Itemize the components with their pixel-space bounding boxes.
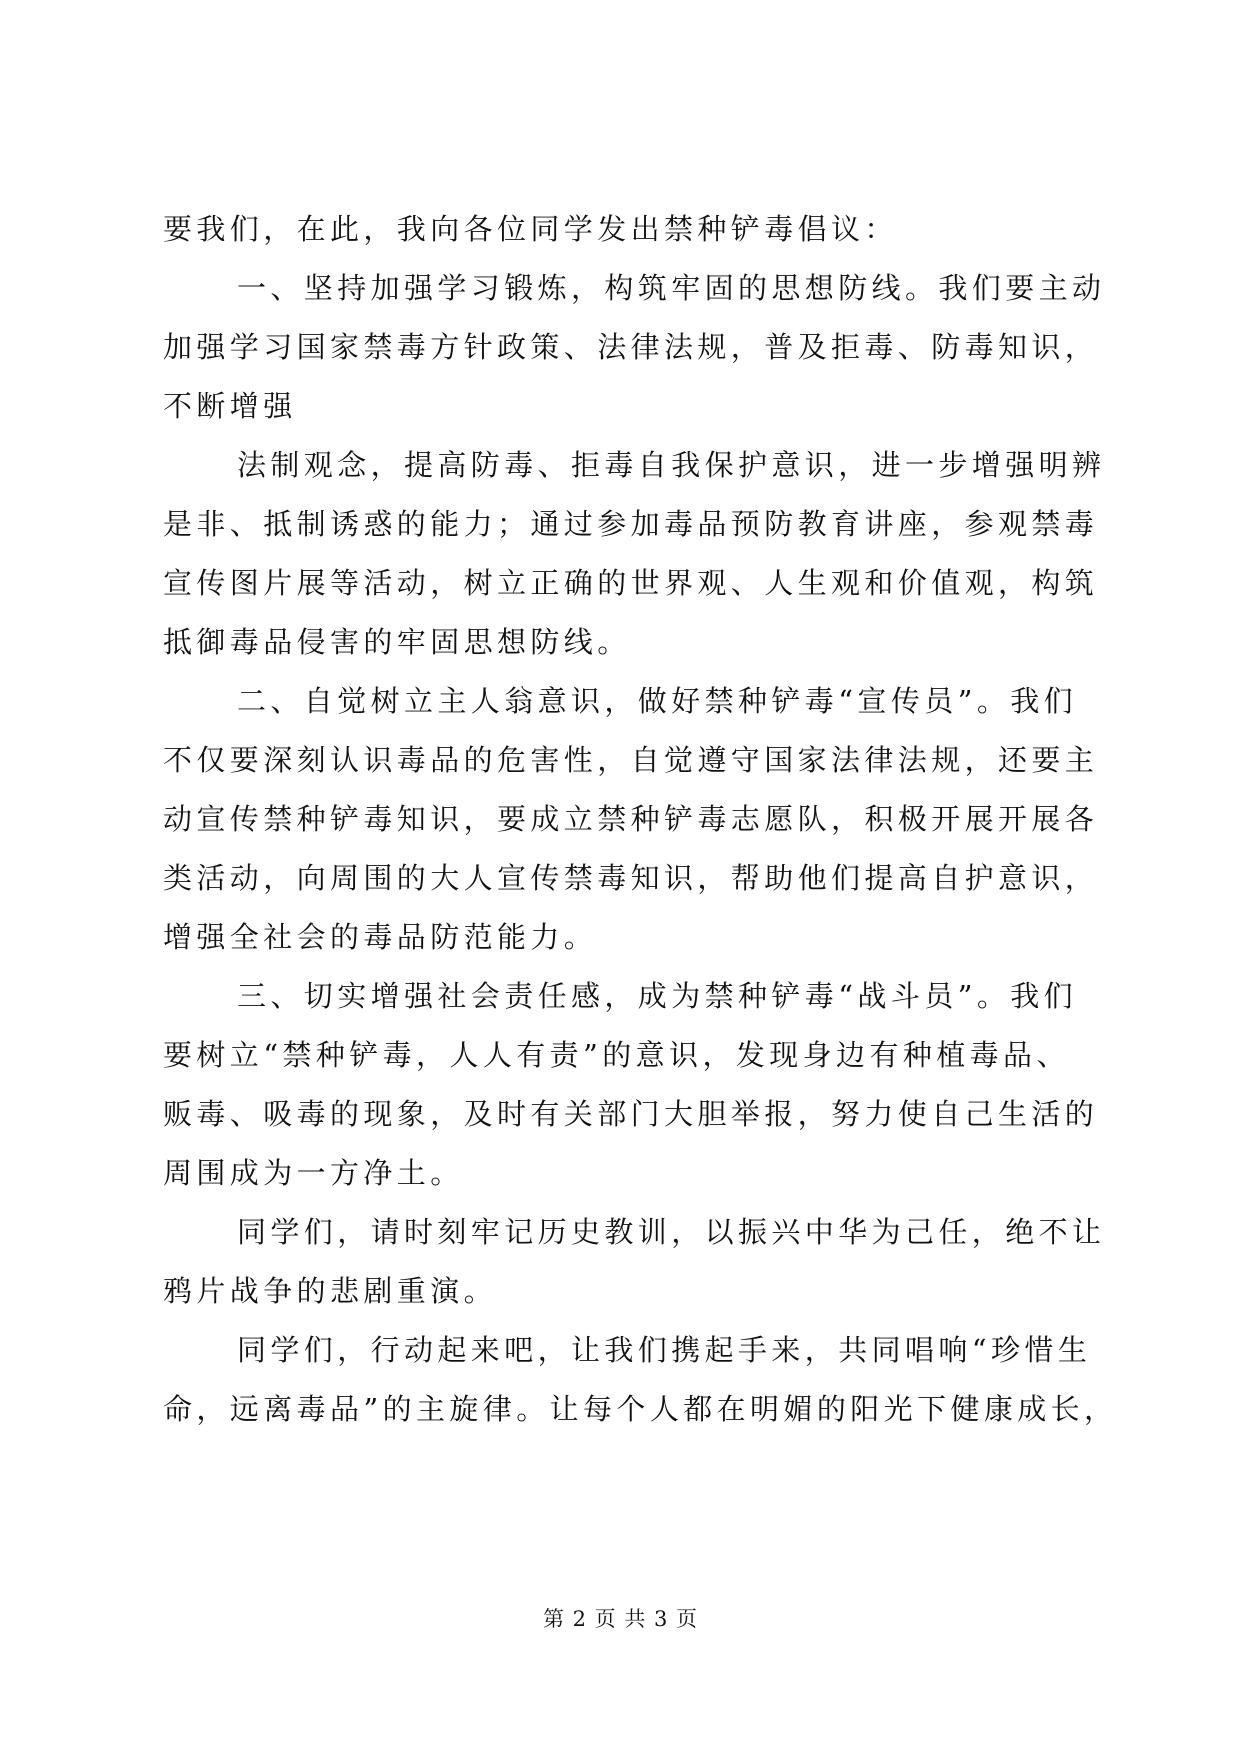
text-line: 三、切实增强社会责任感，成为禁种铲毒“战斗员”。我们 [237,979,1078,1013]
text-line: 法制观念，提高防毒、拒毒自我保护意识，进一步增强明辨 [237,448,1106,482]
text-line: 贩毒、吸毒的现象，及时有关部门大胆举报，努力使自己生活的 [163,1097,1099,1131]
text-line: 是非、抵制诱惑的能力；通过参加毒品预防教育讲座，参观禁毒 [163,507,1099,541]
page-number-footer: 第 2 页 共 3 页 [542,1607,699,1631]
text-line: 鸦片战争的悲剧重演。 [163,1274,498,1308]
text-line: 命，远离毒品”的主旋律。让每个人都在明媚的阳光下健康成长， [163,1392,1118,1426]
text-line: 抵御毒品侵害的牢固思想防线。 [163,625,631,659]
text-line: 加强学习国家禁毒方针政策、法律法规，普及拒毒、防毒知识， [163,330,1099,364]
text-line: 要我们，在此，我向各位同学发出禁种铲毒倡议： [163,212,898,246]
text-line: 要树立“禁种铲毒，人人有责”的意识，发现身边有种植毒品、 [163,1038,1070,1072]
text-line: 类活动，向周围的大人宣传禁毒知识，帮助他们提高自护意识， [163,861,1099,895]
text-line: 二、自觉树立主人翁意识，做好禁种铲毒“宣传员”。我们 [237,684,1078,718]
text-line: 增强全社会的毒品防范能力。 [163,920,598,954]
text-line: 同学们，请时刻牢记历史教训，以振兴中华为己任，绝不让 [237,1215,1106,1249]
text-line: 一、坚持加强学习锻炼，构筑牢固的思想防线。我们要主动 [237,271,1106,305]
text-line: 动宣传禁种铲毒知识，要成立禁种铲毒志愿队，积极开展开展各 [163,802,1099,836]
text-line: 不断增强 [163,389,297,423]
text-line: 周围成为一方净土。 [163,1156,464,1190]
text-line: 不仅要深刻认识毒品的危害性，自觉遵守国家法律法规，还要主 [163,743,1099,777]
text-line: 宣传图片展等活动，树立正确的世界观、人生观和价值观，构筑 [163,566,1099,600]
text-line: 同学们，行动起来吧，让我们携起手来，共同唱响“珍惜生 [237,1333,1092,1367]
